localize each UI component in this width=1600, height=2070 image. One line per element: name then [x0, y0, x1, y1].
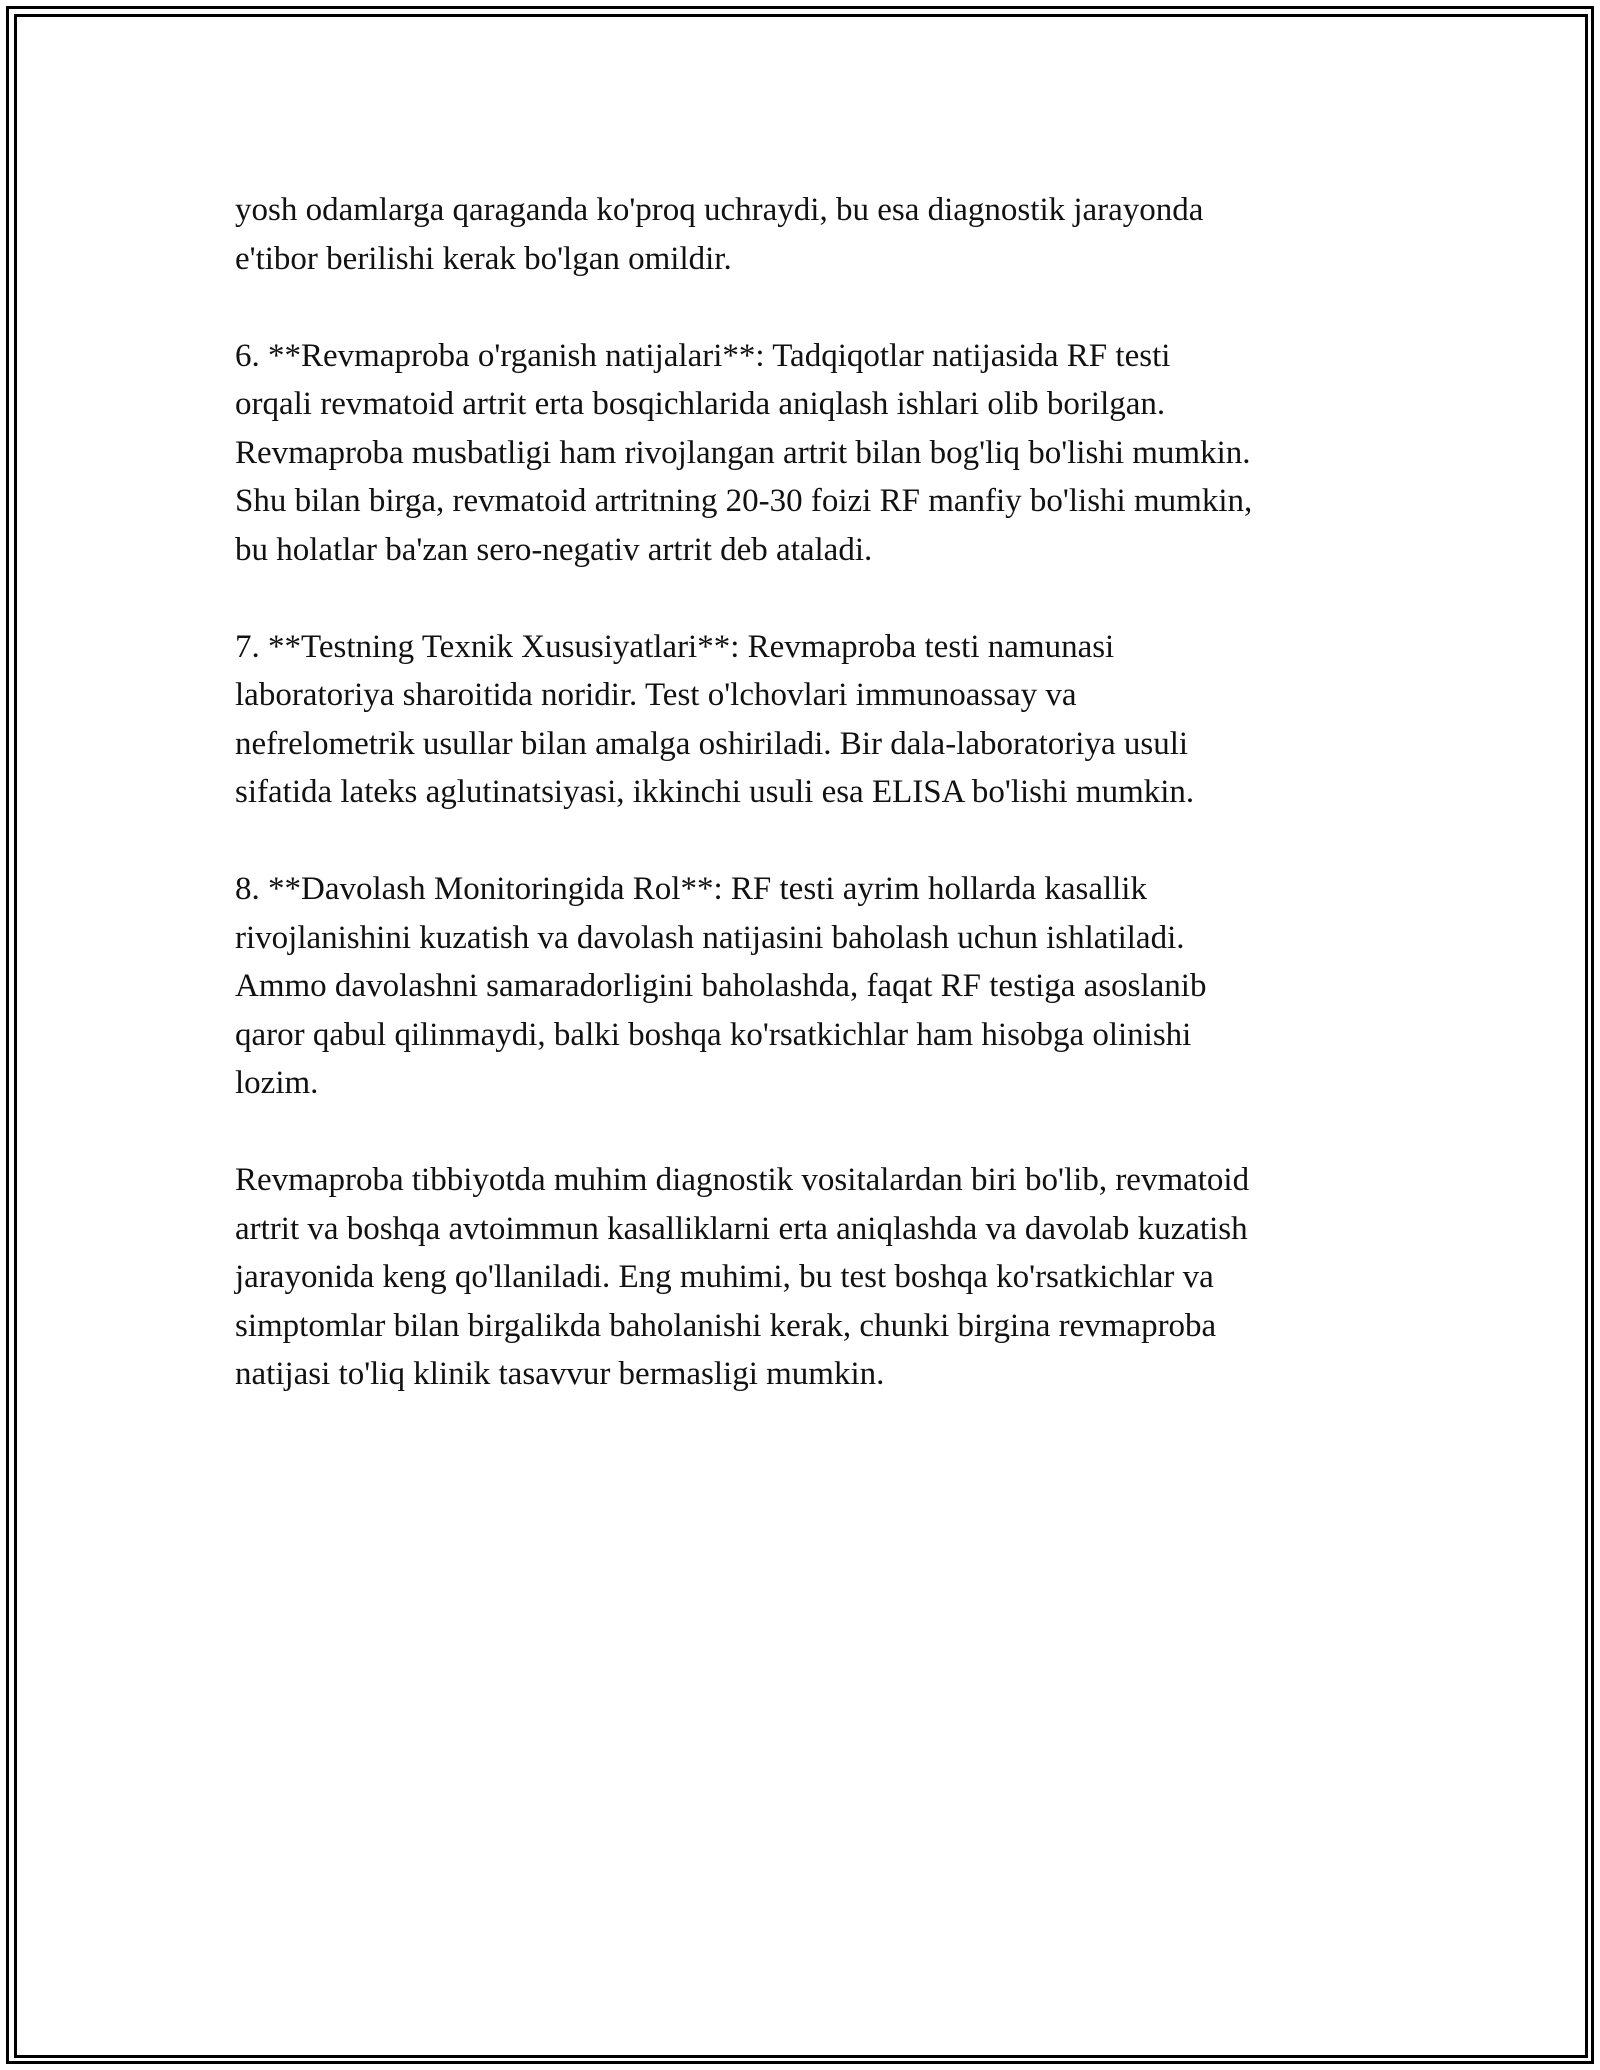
document-body	[235, 186, 1385, 1447]
paragraph-item-7: 7. **Testning Texnik Xususiyatlari**: Revmaproba testi namunasi laboratoriya sharoitida noridir. Test o'lchovlari immunoassay va nefrelometrik usullar bilan amalga oshiriladi. Bir dala-laboratoriya usuli sifatida lateks aglutinatsiyasi, ikkinchi usuli esa ELISA bo'lishi mumkin.	[235, 628, 1195, 810]
paragraph-item-6: 6. **Revmaproba o'rganish natijalari**: Tadqiqotlar natijasida RF testi orqali revmatoid artrit erta bosqichlarida aniqlash ishlari olib borilgan. Revmaproba musbatligi ham rivojlangan artrit bilan bog'liq bo'lishi mumkin. Shu bilan birga, revmatoid artritning 20-30 foizi RF manfiy bo'lishi mumkin, bu holatlar ba'zan sero-negativ artrit deb ataladi.	[235, 337, 1253, 568]
paragraph-conclusion: Revmaproba tibbiyotda muhim diagnostik vositalardan biri bo'lib, revmatoid artrit va boshqa avtoimmun kasalliklarni erta aniqlashda va davolab kuzatish jarayonida keng qo'llaniladi. Eng muhimi, bu test boshqa ko'rsatkichlar va simptomlar bilan birgalikda baholanishi kerak, chunki birgina revmaproba natijasi to'liq klinik tasavvur bermasligi mumkin.	[235, 1162, 1250, 1392]
paragraph-continuation: yosh odamlarga qaraganda ko'proq uchraydi, bu esa diagnostik jarayonda e'tibor berilishi kerak bo'lgan omildir.	[235, 192, 1204, 277]
paragraph-item-8: 8. **Davolash Monitoringida Rol**: RF testi ayrim hollarda kasallik rivojlanishini kuzatish va davolash natijasini baholash uchun ishlatiladi. Ammo davolashni samaradorligini baholashda, faqat RF testiga asoslanib qaror qabul qilinmaydi, balki boshqa ko'rsatkichlar ham hisobga olinishi lozim.	[235, 871, 1207, 1101]
